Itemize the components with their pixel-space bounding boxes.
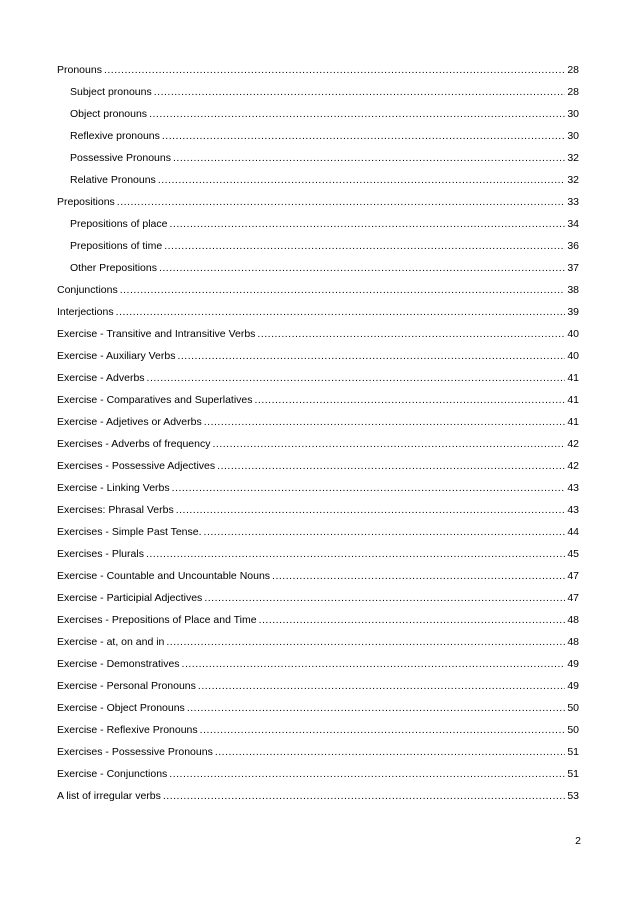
- toc-dot-leader: [162, 125, 565, 147]
- toc-entry-title: Exercises - Possessive Pronouns: [57, 746, 213, 758]
- toc-entry[interactable]: [57, 301, 579, 323]
- toc-entry-title: Prepositions of place: [70, 218, 168, 230]
- toc-entry[interactable]: [57, 81, 579, 103]
- toc-entry[interactable]: [57, 697, 579, 719]
- toc-dot-leader: [177, 345, 565, 367]
- toc-entry-page: 47: [567, 570, 579, 582]
- toc-entry[interactable]: [57, 719, 579, 741]
- toc-dot-leader: [149, 103, 565, 125]
- toc-dot-leader: [164, 235, 565, 257]
- toc-entry-title: Exercises - Possessive Adjectives: [57, 460, 216, 472]
- toc-entry-page: 42: [567, 460, 579, 472]
- toc-dot-leader: [176, 499, 565, 521]
- toc-entry-page: 53: [567, 790, 579, 802]
- toc-entry-page: 41: [567, 394, 579, 406]
- toc-entry-page: 30: [567, 130, 579, 142]
- toc-entry-title: Subject pronouns: [70, 86, 152, 98]
- toc-dot-leader: [272, 565, 565, 587]
- toc-entry-page: 44: [567, 526, 579, 538]
- toc-entry-page: 41: [567, 372, 579, 384]
- toc-entry-title: Exercise - Demonstratives: [57, 658, 180, 670]
- toc-entry-page: 28: [567, 86, 579, 98]
- toc-entry[interactable]: [57, 543, 579, 565]
- toc-entry-page: 43: [567, 504, 579, 516]
- toc-dot-leader: [215, 741, 565, 763]
- toc-entry-title: Relative Pronouns: [70, 174, 156, 186]
- toc-dot-leader: [173, 147, 565, 169]
- toc-entry-title: Prepositions of time: [70, 240, 163, 252]
- toc-dot-leader: [187, 697, 565, 719]
- toc-entry-title: Exercise - Object Pronouns: [57, 702, 185, 714]
- toc-entry-title: Exercises - Prepositions of Place and Time: [57, 614, 257, 626]
- toc-entry-title: Exercise - at, on and in: [57, 636, 165, 648]
- toc-entry-page: 48: [567, 614, 579, 626]
- toc-entry-page: 41: [567, 416, 579, 428]
- toc-dot-leader: [116, 301, 565, 323]
- toc-entry-page: 38: [567, 284, 579, 296]
- toc-dot-leader: [163, 785, 565, 807]
- toc-entry-title: Exercises - Simple Past Tense.: [57, 526, 202, 538]
- toc-entry[interactable]: [57, 257, 579, 279]
- toc-entry-page: 42: [567, 438, 579, 450]
- toc-dot-leader: [255, 389, 565, 411]
- toc-entry[interactable]: [57, 631, 579, 653]
- toc-entry-page: 33: [567, 196, 579, 208]
- toc-entry-title: Exercise - Conjunctions: [57, 768, 168, 780]
- toc-entry-page: 30: [567, 108, 579, 120]
- toc-entry-page: 37: [567, 262, 579, 274]
- toc-entry[interactable]: [57, 279, 579, 301]
- toc-entry-title: Exercise - Auxiliary Verbs: [57, 350, 176, 362]
- toc-entry[interactable]: [57, 587, 579, 609]
- toc-entry[interactable]: [57, 389, 579, 411]
- toc-dot-leader: [154, 81, 565, 103]
- toc-entry-title: Exercise - Personal Pronouns: [57, 680, 196, 692]
- toc-dot-leader: [146, 543, 565, 565]
- toc-dot-leader: [117, 191, 565, 213]
- toc-entry-page: 39: [567, 306, 579, 318]
- toc-entry-title: Other Prepositions: [70, 262, 157, 274]
- toc-entry-title: Pronouns: [57, 64, 102, 76]
- toc-entry-page: 49: [567, 680, 579, 692]
- toc-entry[interactable]: [57, 609, 579, 631]
- toc-entry-page: 34: [567, 218, 579, 230]
- toc-entry-page: 32: [567, 174, 579, 186]
- toc-dot-leader: [204, 587, 565, 609]
- toc-entry-page: 51: [567, 746, 579, 758]
- toc-entry[interactable]: [57, 147, 579, 169]
- toc-dot-leader: [169, 213, 565, 235]
- toc-entry[interactable]: [57, 213, 579, 235]
- toc-dot-leader: [198, 675, 565, 697]
- toc-entry[interactable]: [57, 103, 579, 125]
- toc-entry-title: Conjunctions: [57, 284, 118, 296]
- toc-entry-title: Prepositions: [57, 196, 115, 208]
- toc-entry[interactable]: [57, 477, 579, 499]
- toc-entry-title: Exercise - Participial Adjectives: [57, 592, 203, 604]
- toc-entry[interactable]: [57, 499, 579, 521]
- toc-dot-leader: [159, 257, 565, 279]
- toc-entry[interactable]: [57, 675, 579, 697]
- toc-entry-page: 48: [567, 636, 579, 648]
- toc-entry[interactable]: [57, 411, 579, 433]
- toc-entry-page: 47: [567, 592, 579, 604]
- toc-entry-title: Exercises - Plurals: [57, 548, 144, 560]
- toc-entry[interactable]: [57, 191, 579, 213]
- toc-entry-page: 50: [567, 724, 579, 736]
- toc-dot-leader: [120, 279, 565, 301]
- toc-entry-title: Exercise - Countable and Uncountable Nouns: [57, 570, 271, 582]
- toc-entry[interactable]: [57, 235, 579, 257]
- toc-dot-leader: [257, 323, 565, 345]
- toc-dot-leader: [182, 653, 565, 675]
- page-number: 2: [575, 835, 581, 847]
- toc-dot-leader: [147, 367, 565, 389]
- toc-entry-page: 43: [567, 482, 579, 494]
- toc-entry-title: Exercise - Reflexive Pronouns: [57, 724, 198, 736]
- toc-entry-title: Exercise - Comparatives and Superlatives: [57, 394, 253, 406]
- toc-entry-page: 49: [567, 658, 579, 670]
- toc-entry-title: Exercises: Phrasal Verbs: [57, 504, 174, 516]
- toc-entry[interactable]: [57, 763, 579, 785]
- toc-entry-title: Exercise - Adjetives or Adverbs: [57, 416, 202, 428]
- toc-entry[interactable]: [57, 521, 579, 543]
- toc-dot-leader: [158, 169, 565, 191]
- toc-entry-page: 50: [567, 702, 579, 714]
- toc-entry-page: 28: [567, 64, 579, 76]
- toc-dot-leader: [259, 609, 565, 631]
- toc-entry[interactable]: [57, 59, 579, 81]
- toc-entry[interactable]: [57, 433, 579, 455]
- toc-entry[interactable]: [57, 741, 579, 763]
- toc-entry-title: Exercises - Adverbs of frequency: [57, 438, 211, 450]
- toc-entry[interactable]: [57, 455, 579, 477]
- toc-entry[interactable]: [57, 785, 579, 807]
- toc-entry-title: A list of irregular verbs: [57, 790, 161, 802]
- toc-entry-title: Exercise - Adverbs: [57, 372, 145, 384]
- toc-dot-leader: [169, 763, 565, 785]
- toc-entry-page: 36: [567, 240, 579, 252]
- toc-entry-page: 40: [567, 350, 579, 362]
- toc-dot-leader: [172, 477, 565, 499]
- table-of-contents: [57, 59, 579, 807]
- toc-entry-page: 51: [567, 768, 579, 780]
- toc-entry-title: Reflexive pronouns: [70, 130, 160, 142]
- toc-dot-leader: [213, 433, 566, 455]
- toc-dot-leader: [200, 719, 565, 741]
- toc-entry[interactable]: [57, 169, 579, 191]
- toc-entry[interactable]: [57, 367, 579, 389]
- toc-entry-title: Exercise - Transitive and Intransitive Verbs: [57, 328, 256, 340]
- toc-entry[interactable]: [57, 653, 579, 675]
- toc-entry-title: Possessive Pronouns: [70, 152, 171, 164]
- toc-entry[interactable]: [57, 565, 579, 587]
- toc-dot-leader: [217, 455, 565, 477]
- toc-dot-leader: [104, 59, 565, 81]
- toc-entry-page: 40: [567, 328, 579, 340]
- toc-entry-page: 32: [567, 152, 579, 164]
- toc-entry-page: 45: [567, 548, 579, 560]
- toc-entry[interactable]: [57, 345, 579, 367]
- toc-dot-leader: [204, 521, 565, 543]
- toc-entry-title: Interjections: [57, 306, 114, 318]
- toc-dot-leader: [204, 411, 565, 433]
- toc-entry-title: Exercise - Linking Verbs: [57, 482, 170, 494]
- toc-dot-leader: [166, 631, 565, 653]
- toc-entry-title: Object pronouns: [70, 108, 148, 120]
- toc-entry[interactable]: [57, 125, 579, 147]
- toc-entry[interactable]: [57, 323, 579, 345]
